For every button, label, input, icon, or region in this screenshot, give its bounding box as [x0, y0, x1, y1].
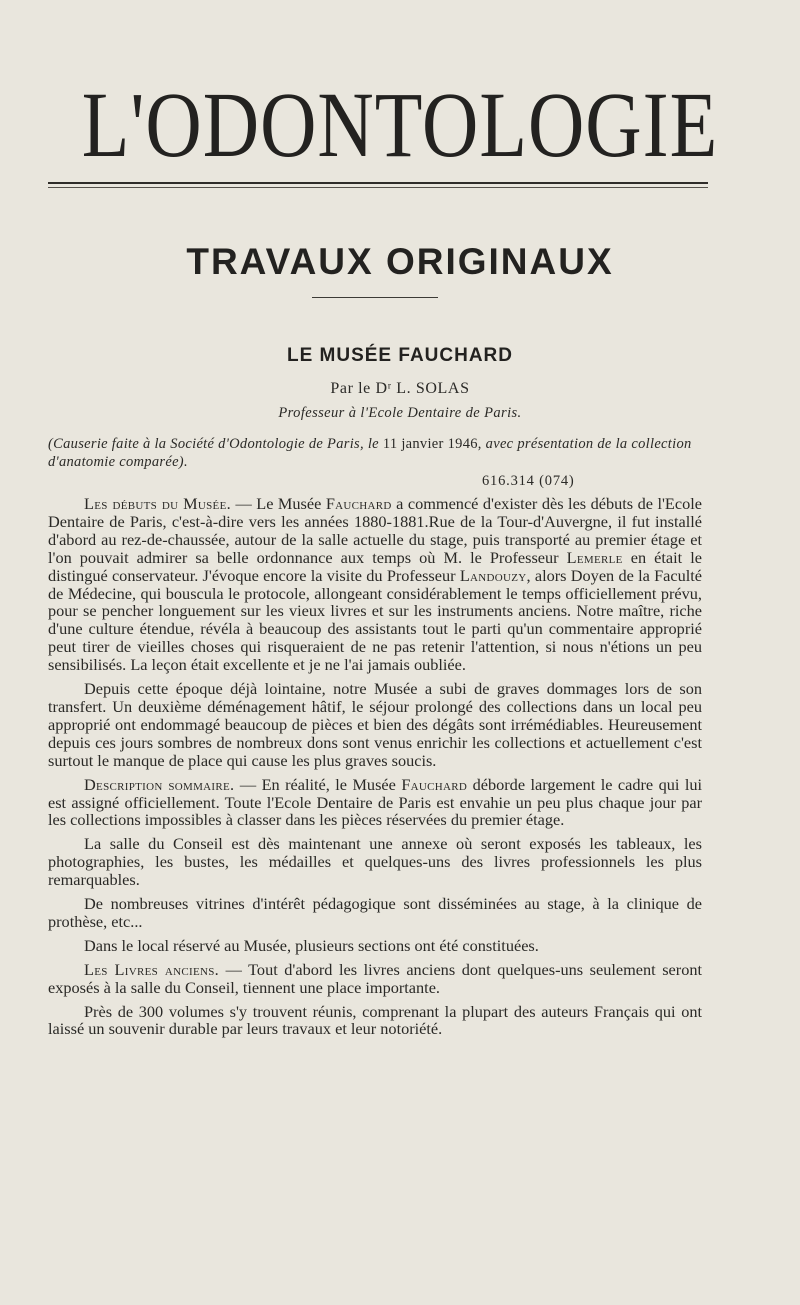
paragraph-text: déborde largement le cadre qui lui est assigné officiellement. Toute l'Ecole Dentaire de Paris est envahie un peu plus chaque jour par les collections impossibles à classer dans les pièces réservées du premier étage.	[48, 774, 703, 830]
paragraph-text: Depuis cette époque déjà lointaine, notre Musée a subi de graves dommages lors de son transfert. Un deuxième déménagement hâtif, le séjour prolongé des collections dans un local peu approprié ont endommagé beaucoup de pièces et bien des dégâts sont irrémédiables. Heureusement depuis ces jours sombres de nombreux dons sont venus enrichir les collections et actuellement c'est surtout le manque de place qui cause les plus graves soucis.	[48, 679, 702, 770]
paragraph-heading: Les débuts du Musée.	[84, 494, 231, 513]
title-rule-thin	[48, 187, 708, 188]
body-paragraph	[48, 495, 702, 674]
title-rule-thick	[48, 182, 708, 184]
talk-note	[48, 435, 708, 471]
body-paragraph	[48, 835, 702, 889]
talk-note-prefix: (Causerie faite à la Société d'Odontologie de Paris, le	[48, 436, 383, 452]
body-paragraph	[48, 895, 702, 931]
paragraph-heading: Description sommaire.	[84, 774, 235, 794]
proper-name: Fauchard	[401, 774, 468, 794]
journal-title: L'ODONTOLOGIE	[81, 72, 719, 177]
proper-name: Lemerle	[566, 547, 623, 567]
paragraph-text: en était le distingué conservateur. J'évoque encore la visite du Professeur	[48, 547, 702, 585]
paragraph-text: Dans le local réservé au Musée, plusieurs sections ont été constituées.	[84, 935, 539, 955]
talk-note-date: 11 janvier 1946,	[382, 436, 482, 452]
proper-name: Fauchard	[325, 494, 392, 513]
paragraph-text: Près de 300 volumes s'y trouvent réunis, comprenant la plupart des auteurs Français qui ont laissé un souvenir durable par leurs travaux et leur notoriété.	[48, 1001, 702, 1039]
classification-number: 616.314 (074)	[482, 473, 575, 489]
paragraph-text: La salle du Conseil est dès maintenant une annexe où seront exposés les tableaux, les photographies, les bustes, les médailles et quelques-uns des livres professionnels les plus remarquables.	[48, 834, 702, 890]
paragraph-text: De nombreuses vitrines d'intérêt pédagogique sont disséminées au stage, à la clinique de prothèse, etc...	[48, 894, 702, 931]
section-title: TRAVAUX ORIGINAUX	[186, 241, 614, 282]
talk-note-suffix: avec présentation de la collection d'anatomie comparée).	[48, 436, 692, 470]
article-title: LE MUSÉE FAUCHARD	[286, 345, 513, 366]
paragraph-text: — En réalité, le Musée	[234, 774, 402, 794]
body-paragraph	[48, 776, 702, 830]
proper-name: Landouzy	[459, 565, 527, 585]
paragraph-text: — Le Musée	[230, 494, 326, 513]
author-affiliation: Professeur à l'Ecole Dentaire de Paris.	[278, 405, 522, 421]
author-byline: Par le Dʳ L. SOLAS	[330, 380, 470, 397]
body-paragraph	[48, 680, 702, 770]
body-paragraph	[48, 1003, 702, 1039]
body-paragraph	[48, 961, 702, 997]
paragraph-heading: Les Livres anciens.	[84, 959, 220, 979]
paragraph-text: — Tout d'abord les livres anciens dont quelques-uns seulement seront exposés à la salle du Conseil, tiennent une place importante.	[48, 959, 702, 997]
body-paragraph	[48, 937, 702, 955]
article-body	[48, 495, 702, 1044]
paragraph-text: a commencé d'exister dès les débuts de l'Ecole Dentaire de Paris, c'est-à-dire vers les années 1880-1881.Rue de la Tour-d'Auvergne, il fut installé d'abord au rez-de-chaussée, autour de la salle actuelle du stage, puis transporté au premier étage et l'on pouvait admirer sa belle ordonnance aux temps où M. le Professeur	[48, 494, 702, 567]
paragraph-text: , alors Doyen de la Faculté de Médecine, qui bouscula le protocole, allongeant considérablement le temps officiellement prévu, pour se pencher longuement sur les vieux livres et sur les instruments anciens. Notre maître, riche d'une culture étendue, révéla à beaucoup des assistants tout le parti qu'un commentaire approprié peut tirer de vieilles choses qui risqueraient de ne pas retenir l'attention, si nous n'étions un peu sensibilisés. La leçon était excellente et je ne l'ai jamais oubliée.	[48, 565, 702, 675]
section-divider	[312, 297, 438, 298]
